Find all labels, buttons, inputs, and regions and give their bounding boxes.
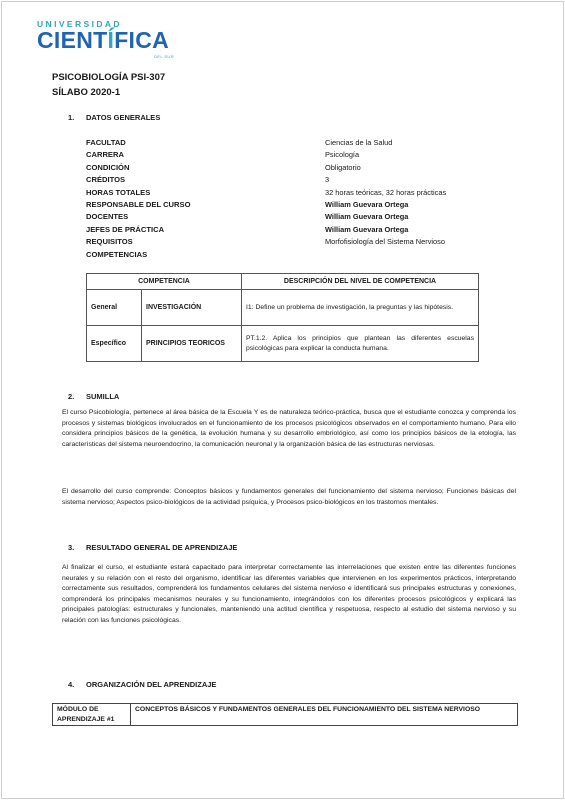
field-label-condition: CONDICIÓN <box>86 162 130 172</box>
section-title: SUMILLA <box>86 392 120 401</box>
field-label-responsible: RESPONSABLE DEL CURSO <box>86 200 191 210</box>
field-value-condition: Obligatorio <box>325 162 361 172</box>
field-value-teachers: William Guevara Ortega <box>325 212 409 222</box>
section-title: ORGANIZACIÓN DEL APRENDIZAJE <box>86 680 217 689</box>
section-number: 1. <box>68 113 75 122</box>
field-value-practice-heads: William Guevara Ortega <box>325 224 409 234</box>
field-value-hours: 32 horas teóricas, 32 horas prácticas <box>325 187 447 197</box>
competency-table-header <box>87 274 479 290</box>
field-label-practice-heads: JEFES DE PRÁCTICA <box>86 224 165 234</box>
field-label-teachers: DOCENTES <box>86 212 129 222</box>
general-data-values <box>325 137 446 249</box>
competency-name: PRINCIPIOS TEORICOS <box>142 326 242 362</box>
section-heading-2 <box>68 392 119 401</box>
section-title: DATOS GENERALES <box>86 113 161 122</box>
university-logo <box>37 19 177 59</box>
description-header: DESCRIPCIÓN DEL NIVEL DE COMPETENCIA <box>242 274 479 290</box>
section-heading-1 <box>68 113 160 122</box>
field-label-competencies: COMPETENCIAS <box>86 249 148 259</box>
table-row <box>87 290 479 326</box>
table-row <box>87 326 479 362</box>
field-label-career: CARRERA <box>86 150 124 160</box>
general-data-labels <box>86 137 191 261</box>
competency-type: Específico <box>87 326 142 362</box>
field-value-requirements: Morfofisiología del Sistema Nervioso <box>325 237 445 247</box>
field-value-career: Psicología <box>325 150 360 160</box>
field-label-hours: HORAS TOTALES <box>86 187 151 197</box>
field-value-credits: 3 <box>325 175 330 185</box>
field-value-responsible: William Guevara Ortega <box>325 200 409 210</box>
field-label-requirements: REQUISITOS <box>86 237 133 247</box>
table-row <box>53 704 518 726</box>
module-title: CONCEPTOS BÁSICOS Y FUNDAMENTOS GENERALES DEL FUNCIONAMIENTO DEL SISTEMA NERVIOSO <box>131 704 518 726</box>
section-title: RESULTADO GENERAL DE APRENDIZAJE <box>86 543 238 552</box>
section-number: 2. <box>68 392 75 401</box>
syllabus-title: SÍLABO 2020-1 <box>52 87 121 98</box>
field-value-faculty: Ciencias de la Salud <box>325 138 393 147</box>
sumilla-paragraph-2: El desarrollo del curso comprende: Conceptos básicos y fundamentos generales del funcionamiento del sistema nervioso; Funciones básicas del sistema nervioso; Aspectos psico-biológicos de la actividad psíquica, y Procesos psico-biológicos en los trastornos mentales. <box>62 488 516 506</box>
logo-main-c: FICA <box>114 27 170 53</box>
section-heading-3 <box>68 543 237 552</box>
module-label: MÓDULO DE APRENDIZAJE #1 <box>53 704 131 726</box>
section-heading-4 <box>68 680 216 689</box>
competency-table <box>86 273 479 362</box>
resultado-paragraph: Al finalizar el curso, el estudiante estará capacitado para interpretar correctamente las interrelaciones que existen entre las diferentes funciones neurales y su relación con el resto del organismo, identificar las diferentes variables que intervienen en los experimentos prácticos, interpretando correctamente sus resultados, comprenderá los fundamentos celulares del sistema nervioso e identificará sus principales estructuras y conexiones, comprenderá los principales mecanismos neurales y su funcionamiento, integrándolos con los diferentes procesos psicológicos y explicará las principales patologías: estructurales y funcionales, manteniendo una actitud científica y respetuosa, respecto al estudio del sistema nervioso y su relación con las funciones psicológicas. <box>62 564 516 624</box>
competency-description: PT.1.2. Aplica los principios que plantean las diferentes escuelas psicológicas para explicar la conducta humana. <box>242 326 479 362</box>
module-table <box>52 703 518 726</box>
logo-top-text: UNIVERSIDAD <box>37 19 122 29</box>
logo-main-accent: Í <box>107 27 115 53</box>
field-label-credits: CRÉDITOS <box>86 175 126 185</box>
sumilla-paragraph-1: El curso Psicobiología, pertenece al área básica de la Escuela Y es de naturaleza teórico-práctica, busca que el estudiante conozca y comprenda los procesos y sistemas biológicos involucrados en el funcionamiento de los procesos psicológicos observados en el comportamiento humano. Para ello considera principios básicos de la genética, la evolución humana y su desarrollo embriológico, así como los principios básicos de la etología, las características del sistema neuroendocrino, la comunicación neuronal y la organización básica de las estructuras nerviosas. <box>62 409 516 448</box>
section-number: 4. <box>68 680 75 689</box>
competency-description: I1: Define un problema de investigación, la preguntas y las hipótesis. <box>242 290 479 326</box>
competency-type: General <box>87 290 142 326</box>
logo-main-a: CIENT <box>37 27 108 53</box>
logo-main-text <box>37 28 177 52</box>
field-label-faculty: FACULTAD <box>86 138 126 147</box>
logo-sub-text: DEL SUR <box>154 54 174 59</box>
document-title <box>52 70 165 100</box>
course-title: PSICOBIOLOGÍA PSI-307 <box>52 72 166 83</box>
competency-name: INVESTIGACIÓN <box>142 290 242 326</box>
competency-header: COMPETENCIA <box>87 274 242 290</box>
section-number: 3. <box>68 543 75 552</box>
